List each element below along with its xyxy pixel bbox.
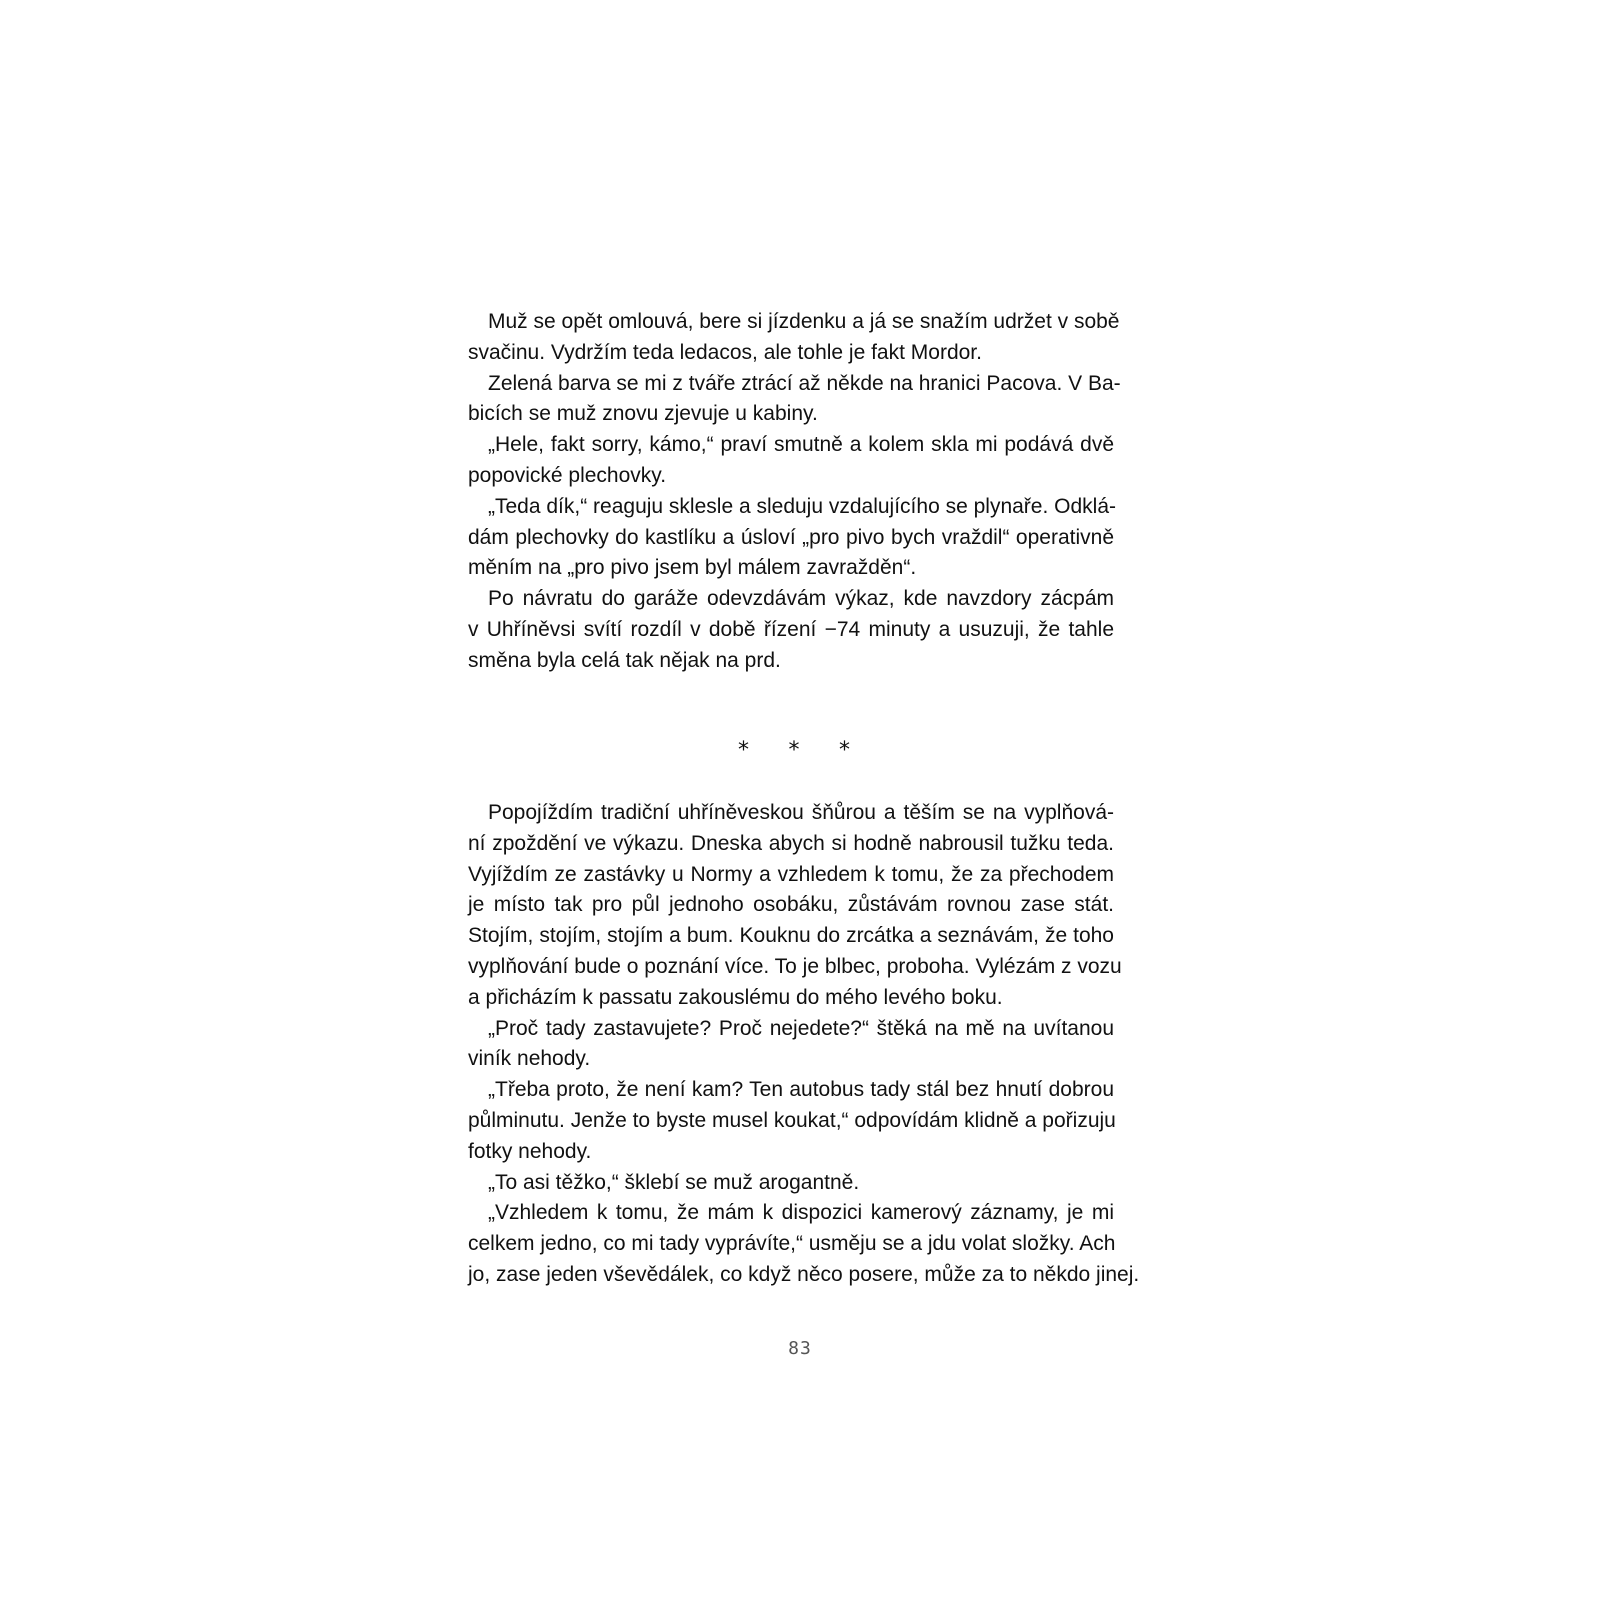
text-line: vyplňování bude o poznání více. To je blbec, proboha. Vylézám z vozu (468, 954, 1122, 978)
text-line: svačinu. Vydržím teda ledacos, ale tohle je fakt Mordor. (468, 340, 982, 364)
text-line: a přicházím k passatu zakouslému do mého levého boku. (468, 985, 1003, 1009)
text-line: v Uhříněvsi svítí rozdíl v době řízení −74 minuty a usuzuji, že tahle (468, 617, 1114, 641)
text-line: popovické plechovky. (468, 463, 667, 487)
text-line: celkem jedno, co mi tady vyprávíte,“ usměju se a jdu volat složky. Ach (468, 1232, 1116, 1256)
text-line: jo, zase jeden vševědálek, co když něco posere, může za to někdo jinej. (468, 1262, 1140, 1286)
text-line: „To asi těžko,“ šklebí se muž arogantně. (488, 1170, 860, 1194)
page-number: 83 (788, 1338, 812, 1359)
text-line: směna byla celá tak nějak na prd. (468, 648, 781, 672)
text-line: „Třeba proto, že není kam? Ten autobus tady stál bez hnutí dobrou (488, 1078, 1114, 1102)
text-line: Stojím, stojím, stojím a bum. Kouknu do zrcátka a seznávám, že toho (468, 924, 1114, 948)
text-line: „Proč tady zastavujete? Proč nejedete?“ štěká na mě na uvítanou (488, 1016, 1114, 1040)
text-line: „Teda dík,“ reaguju sklesle a sleduju vzdalujícího se plynaře. Odklá- (488, 494, 1116, 518)
text-line: Po návratu do garáže odevzdávám výkaz, kde navzdory zácpám (488, 587, 1114, 611)
text-line: Vyjíždím ze zastávky u Normy a vzhledem k tomu, že za přechodem (468, 862, 1114, 886)
text-line: Zelená barva se mi z tváře ztrácí až někde na hranici Pacova. V Ba- (488, 371, 1121, 395)
text-line: je místo tak pro půl jednoho osobáku, zůstávám rovnou zase stát. (468, 893, 1114, 917)
text-line: Popojíždím tradiční uhříněveskou šňůrou a těším se na vyplňová- (488, 801, 1114, 824)
section-separator: * * * (736, 738, 864, 763)
text-line: ní zpoždění ve výkazu. Dneska abych si hodně nabrousil tužku teda. (468, 831, 1114, 855)
text-block-1 (468, 307, 1121, 677)
text-line: měním na „pro pivo jsem byl málem zavražděn“. (468, 556, 917, 580)
text-block-2 (468, 798, 1140, 1291)
text-line: Muž se opět omlouvá, bere si jízdenku a já se snažím udržet v sobě (488, 310, 1120, 333)
text-line: fotky nehody. (468, 1139, 592, 1163)
text-line: bicích se muž znovu zjevuje u kabiny. (468, 402, 818, 426)
text-line: dám plechovky do kastlíku a úsloví „pro pivo bych vraždil“ operativně (468, 525, 1114, 549)
text-line: „Hele, fakt sorry, kámo,“ praví smutně a kolem skla mi podává dvě (488, 433, 1114, 457)
text-line: půlminutu. Jenže to byste musel koukat,“ odpovídám klidně a pořizuju (468, 1108, 1116, 1132)
text-line: „Vzhledem k tomu, že mám k dispozici kamerový záznamy, je mi (488, 1201, 1114, 1225)
text-line: viník nehody. (468, 1047, 591, 1071)
